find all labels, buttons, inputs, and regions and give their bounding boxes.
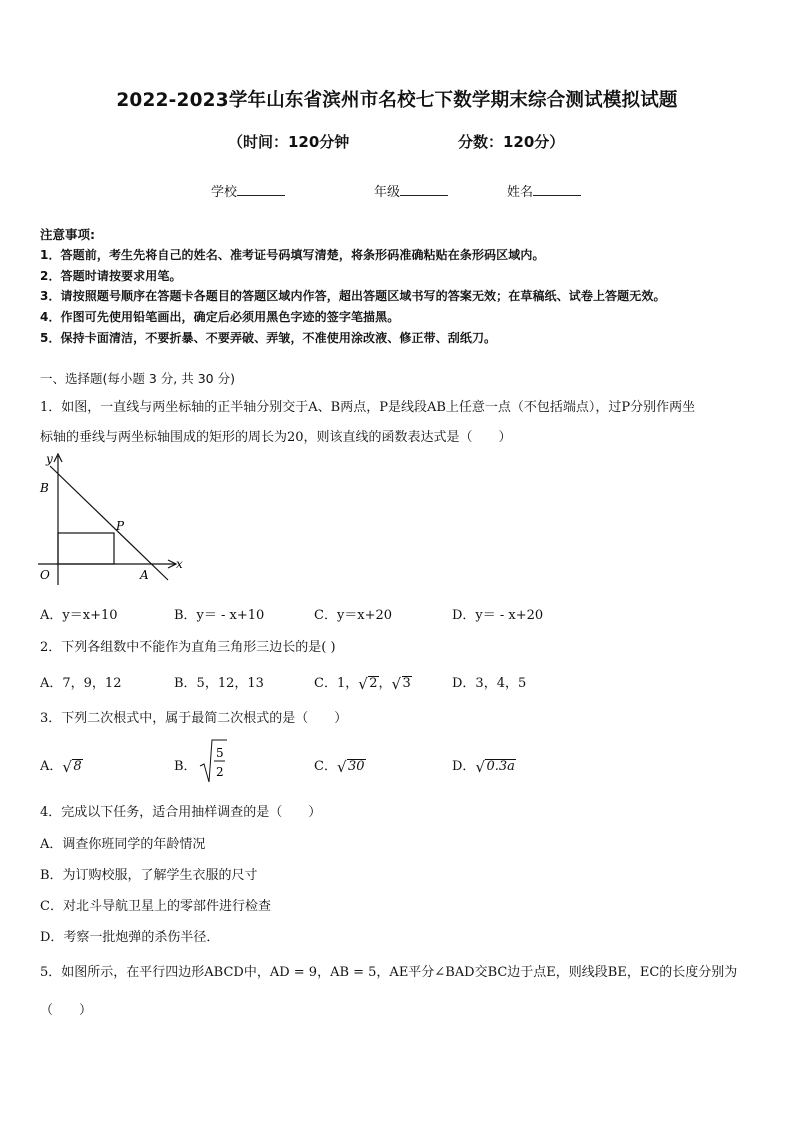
grade-field [374, 181, 448, 200]
q2-option-c[interactable]: C．1， √ 2， √ 3 [314, 675, 411, 693]
q1-option-c[interactable]: C．y＝x+20 [314, 608, 393, 623]
label-a: A [140, 568, 149, 582]
note-item: 4．作图可先使用铅笔画出，确定后必须用黑色字迹的签字笔描黑。 [40, 310, 400, 324]
q2-option-c-prefix: C．1， [314, 676, 359, 691]
q3-option-a[interactable]: A． √ 8 [40, 758, 82, 776]
name-blank[interactable] [533, 183, 581, 196]
q1-figure [30, 450, 190, 590]
note-item: 2．答题时请按要求用笔。 [40, 269, 182, 283]
label-b: B [40, 481, 49, 495]
q4-option-a[interactable]: A．调查你班同学的年龄情况 [40, 837, 206, 852]
label-o: O [40, 568, 50, 582]
exam-time: （时间：120分钟 [228, 133, 350, 151]
q1-stem-line2: 标轴的垂线与两坐标轴围成的矩形的周长为20，则该直线的函数表达式是（ ） [40, 430, 512, 445]
page-title: 2022-2023学年山东省滨州市名校七下数学期末综合测试模拟试题 [116, 90, 678, 111]
q2-option-b[interactable]: B．5，12，13 [174, 676, 264, 691]
fraction-denominator: 2 [216, 765, 224, 779]
q3-option-c[interactable]: C． √ 30 [314, 758, 365, 776]
q4-option-c[interactable]: C．对北斗导航卫星上的零部件进行检查 [40, 899, 271, 914]
note-item: 5．保持卡面清洁，不要折暴、不要弄破、弄皱，不准使用涂改液、修正带、刮纸刀。 [40, 331, 497, 345]
section-heading: 一、选择题(每小题 3 分, 共 30 分) [40, 371, 235, 386]
q5-stem-line2: （ ） [40, 1003, 93, 1018]
fraction-numerator: 5 [216, 746, 224, 760]
q3-stem: 3．下列二次根式中，属于最简二次根式的是（ ） [40, 711, 348, 726]
q1-option-b[interactable]: B．y＝ - x+10 [174, 608, 265, 623]
q4-option-d[interactable]: D．考察一批炮弹的杀伤半径． [40, 930, 220, 945]
note-item: 3．请按照题号顺序在答题卡各题目的答题区域内作答，超出答题区域书写的答案无效；在草稿纸、试卷上答题无效。 [40, 289, 666, 303]
q1-option-d[interactable]: D．y＝ - x+20 [452, 608, 544, 623]
sqrt-8: √ 8 [62, 758, 82, 776]
q2-option-d[interactable]: D．3，4，5 [452, 676, 527, 691]
name-field [507, 181, 581, 200]
sqrt-30: √ 30 [336, 758, 365, 776]
note-item: 1．答题前，考生先将自己的姓名、准考证号码填写清楚，将条形码准确粘贴在条形码区域内。 [40, 248, 545, 262]
school-field [211, 181, 285, 200]
sqrt-0-3a: √ 0.3a [475, 758, 515, 776]
q5-stem-line1: 5．如图所示，在平行四边形ABCD中，AD = 9，AB = 5，AE平分∠BAD交BC边于点E，则线段BE，EC的长度分别为 [40, 965, 738, 980]
q3-option-b[interactable]: B． [174, 759, 197, 774]
rectangle [58, 533, 114, 564]
school-label: 学校 [211, 185, 238, 200]
q4-option-b[interactable]: B．为订购校服，了解学生衣服的尺寸 [40, 868, 258, 883]
notes-heading: 注意事项: [40, 227, 95, 242]
label-p: P [116, 519, 125, 533]
line-ab [50, 466, 168, 580]
school-blank[interactable] [237, 183, 285, 196]
q2-option-a[interactable]: A．7，9，12 [40, 676, 122, 691]
grade-label: 年级 [374, 185, 401, 200]
q1-option-a[interactable]: A．y＝x+10 [40, 608, 118, 623]
q3-option-d[interactable]: D． √ 0.3a [452, 758, 515, 776]
sqrt-3: √ 3 [391, 675, 411, 693]
sqrt-fraction-5-2 [198, 738, 228, 784]
sqrt-2: √ 2 [358, 675, 378, 693]
q2-stem: 2．下列各组数中不能作为直角三角形三边长的是( ) [40, 640, 336, 655]
label-x: x [176, 557, 183, 571]
label-y: y [46, 452, 53, 466]
q4-stem: 4．完成以下任务，适合用抽样调查的是（ ） [40, 805, 322, 820]
exam-score: 分数：120分） [458, 133, 565, 151]
name-label: 姓名 [507, 185, 534, 200]
grade-blank[interactable] [400, 183, 448, 196]
q1-stem-line1: 1．如图，一直线与两坐标轴的正半轴分别交于A、B两点，P是线段AB上任意一点（不包括端点），过P分别作两坐 [40, 400, 696, 415]
